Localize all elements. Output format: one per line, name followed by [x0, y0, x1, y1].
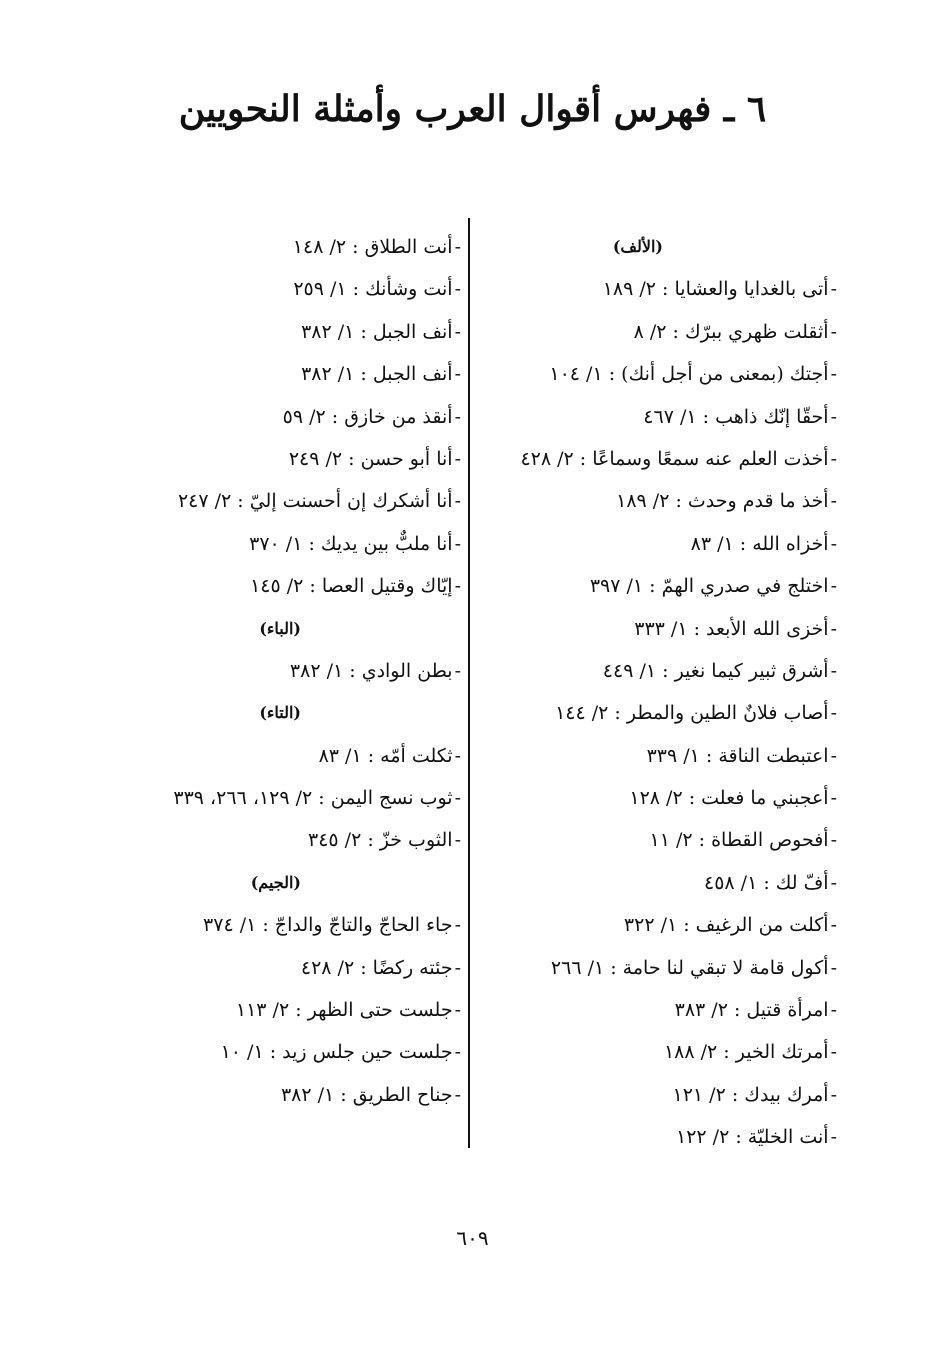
index-entry: ‐ أتى بالغدايا والعشايا : ٢/ ١٨٩ — [477, 268, 837, 310]
index-entry: ‐ أنف الجبل : ١/ ٣٨٢ — [101, 353, 461, 395]
index-entry: ‐ أنا أشكرك إن أحسنت إليّ : ٢/ ٢٤٧ — [101, 480, 461, 522]
index-entry: ‐ أخذ ما قدم وحدث : ٢/ ١٨٩ — [477, 480, 837, 522]
index-entry: ‐ امرأة قتيل : ٢/ ٣٨٣ — [477, 989, 837, 1031]
index-entry: ‐ أنت الخليّة : ٢/ ١٢٢ — [477, 1116, 837, 1158]
index-entry: ‐ ثكلت أمّه : ١/ ٨٣ — [101, 735, 461, 777]
index-entry: ‐ أنا أبو حسن : ٢/ ٢٤٩ — [101, 438, 461, 480]
section-heading: (الباء) — [259, 618, 301, 638]
index-entry: ‐ أشرق ثبير كيما نغير : ١/ ٤٤٩ — [477, 650, 837, 692]
index-entry: ‐ جلست حتى الظهر : ٢/ ١١٣ — [101, 989, 461, 1031]
index-entry: ‐ جاء الحاجّ والتاجّ والداجّ : ١/ ٣٧٤ — [101, 904, 461, 946]
index-entry: ‐ أخزى الله الأبعد : ١/ ٣٣٣ — [477, 608, 837, 650]
column-divider — [468, 218, 470, 1148]
index-entry: ‐ أكلت من الرغيف : ١/ ٣٢٢ — [477, 904, 837, 946]
index-entry: ‐ أخزاه الله : ١/ ٨٣ — [477, 523, 837, 565]
index-entry: ‐ الثوب خزّ : ٢/ ٣٤٥ — [101, 819, 461, 861]
index-entry: ‐ أمرتك الخير : ٢/ ١٨٨ — [477, 1031, 837, 1073]
index-entry: ‐ أكول قامة لا تبقي لنا حامة : ١/ ٢٦٦ — [477, 947, 837, 989]
index-entry: ‐ ثوب نسج اليمن : ٢/ ١٢٩، ٢٦٦، ٣٣٩ — [101, 777, 461, 819]
index-entry: ‐ إيّاك وقتيل العصا : ٢/ ١٤٥ — [101, 565, 461, 607]
index-entry: ‐ أفّ لك : ١/ ٤٥٨ — [477, 862, 837, 904]
index-entry: ‐ اختلج في صدري الهمّ : ١/ ٣٩٧ — [477, 565, 837, 607]
index-entry: ‐ أحقّا إنّك ذاهب : ١/ ٤٦٧ — [477, 396, 837, 438]
index-entry: ‐ أجتك (بمعنى من أجل أنك) : ١/ ١٠٤ — [477, 353, 837, 395]
index-entry: ‐ أنف الجبل : ١/ ٣٨٢ — [101, 311, 461, 353]
index-entry: ‐ جئته ركضًا : ٢/ ٤٢٨ — [101, 947, 461, 989]
index-entry: ‐ أنقذ من خازق : ٢/ ٥٩ — [101, 396, 461, 438]
index-column-left — [101, 226, 461, 1116]
section-heading: (الجيم) — [250, 872, 301, 892]
index-entry: ‐ أمرك بيدك : ٢/ ١٢١ — [477, 1074, 837, 1116]
index-entry: ‐ أخذت العلم عنه سمعًا وسماعًا : ٢/ ٤٢٨ — [477, 438, 837, 480]
index-entry: ‐ أفحوص القطاة : ٢/ ١١ — [477, 819, 837, 861]
section-heading: (الألف) — [612, 237, 663, 256]
index-entry: ‐ جناح الطريق : ١/ ٣٨٢ — [101, 1074, 461, 1116]
index-entry: ‐ أنت وشأنك : ١/ ٢٥٩ — [101, 268, 461, 310]
index-entry: ‐ اعتبطت الناقة : ١/ ٣٣٩ — [477, 735, 837, 777]
index-entry: ‐ أنا ملبٌّ بين يديك : ١/ ٣٧٠ — [101, 523, 461, 565]
index-entry: ‐ بطن الوادي : ١/ ٣٨٢ — [101, 650, 461, 692]
index-entry: ‐ أعجبني ما فعلت : ٢/ ١٢٨ — [477, 777, 837, 819]
index-entry: ‐ أنت الطلاق : ٢/ ١٤٨ — [101, 226, 461, 268]
section-heading: (التاء) — [259, 703, 301, 723]
page-title: ٦ ـ فهرس أقوال العرب وأمثلة النحويين — [178, 88, 767, 130]
index-entry: ‐ أصاب فلانٌ الطين والمطر : ٢/ ١٤٤ — [477, 692, 837, 734]
index-entry: ‐ أثقلت ظهري ببرّك : ٢/ ٨ — [477, 311, 837, 353]
index-column-right — [477, 226, 837, 1159]
page-number: ٦٠٩ — [456, 1226, 489, 1250]
index-entry: ‐ جلست حين جلس زيد : ١/ ١٠ — [101, 1031, 461, 1073]
